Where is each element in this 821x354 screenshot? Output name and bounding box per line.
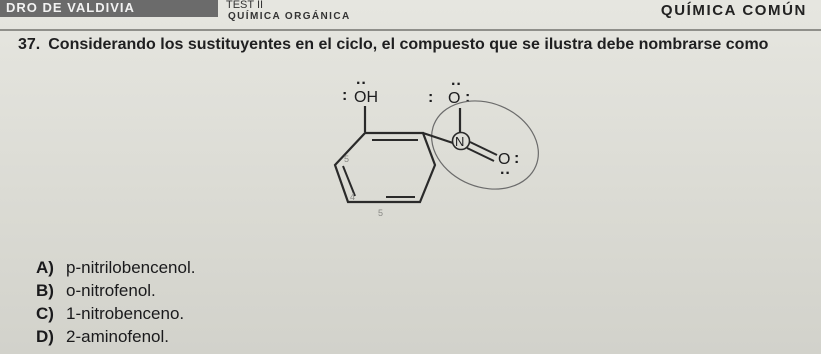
question-number: 37. [18,36,41,53]
handdrawn-circle [418,85,551,204]
option-letter: A) [36,258,54,277]
o-right-dots-bottom: ·· [500,165,511,182]
school-badge: DRO DE VALDIVIA [0,0,218,17]
option-text: p-nitrilobencenol. [66,258,196,277]
oh-lone-pair-left: : [342,87,348,104]
nitrogen-label: N [455,134,465,149]
option-text: 1-nitrobenceno. [66,304,185,323]
option-c[interactable] [36,302,195,325]
option-a[interactable] [36,256,195,279]
handwritten-mark-2: 4 [350,192,356,202]
question-text: Considerando los sustituyentes en el ciclo, el compuesto que se ilustra debe nombrarse como [48,36,769,53]
option-b[interactable] [36,279,195,302]
option-letter: D) [36,327,54,346]
option-text: 2-aminofenol. [66,327,170,346]
oh-dots-top: ·· [356,75,367,92]
question-37 [18,36,768,54]
o-lone-pair-right: : [465,89,471,106]
oxygen-right-label: O [498,151,511,168]
o-lone-pair-left: : [428,89,434,106]
handwritten-mark-3: 5 [378,208,384,218]
subject-label: QUÍMICA ORGÁNICA [228,11,351,22]
option-letter: C) [36,304,54,323]
o-right-lone-pair: : [514,150,520,167]
answer-options [36,256,195,348]
handwritten-mark-1: 5 [344,154,350,164]
header-divider [0,29,821,31]
oxygen-top-label: O [448,90,461,107]
molecule-diagram [320,70,560,230]
hydroxyl-label: OH [354,89,378,106]
option-d[interactable] [36,325,195,348]
course-title: QUÍMICA COMÚN [660,2,807,19]
option-letter: B) [36,281,54,300]
test-label: TEST II [226,0,264,11]
ring-to-nitrogen-bond [423,133,453,143]
o-dots-top: ·· [451,76,462,93]
option-text: o-nitrofenol. [66,281,156,300]
n-o-double-bond-a [470,142,497,155]
n-o-double-bond-b [467,148,494,161]
